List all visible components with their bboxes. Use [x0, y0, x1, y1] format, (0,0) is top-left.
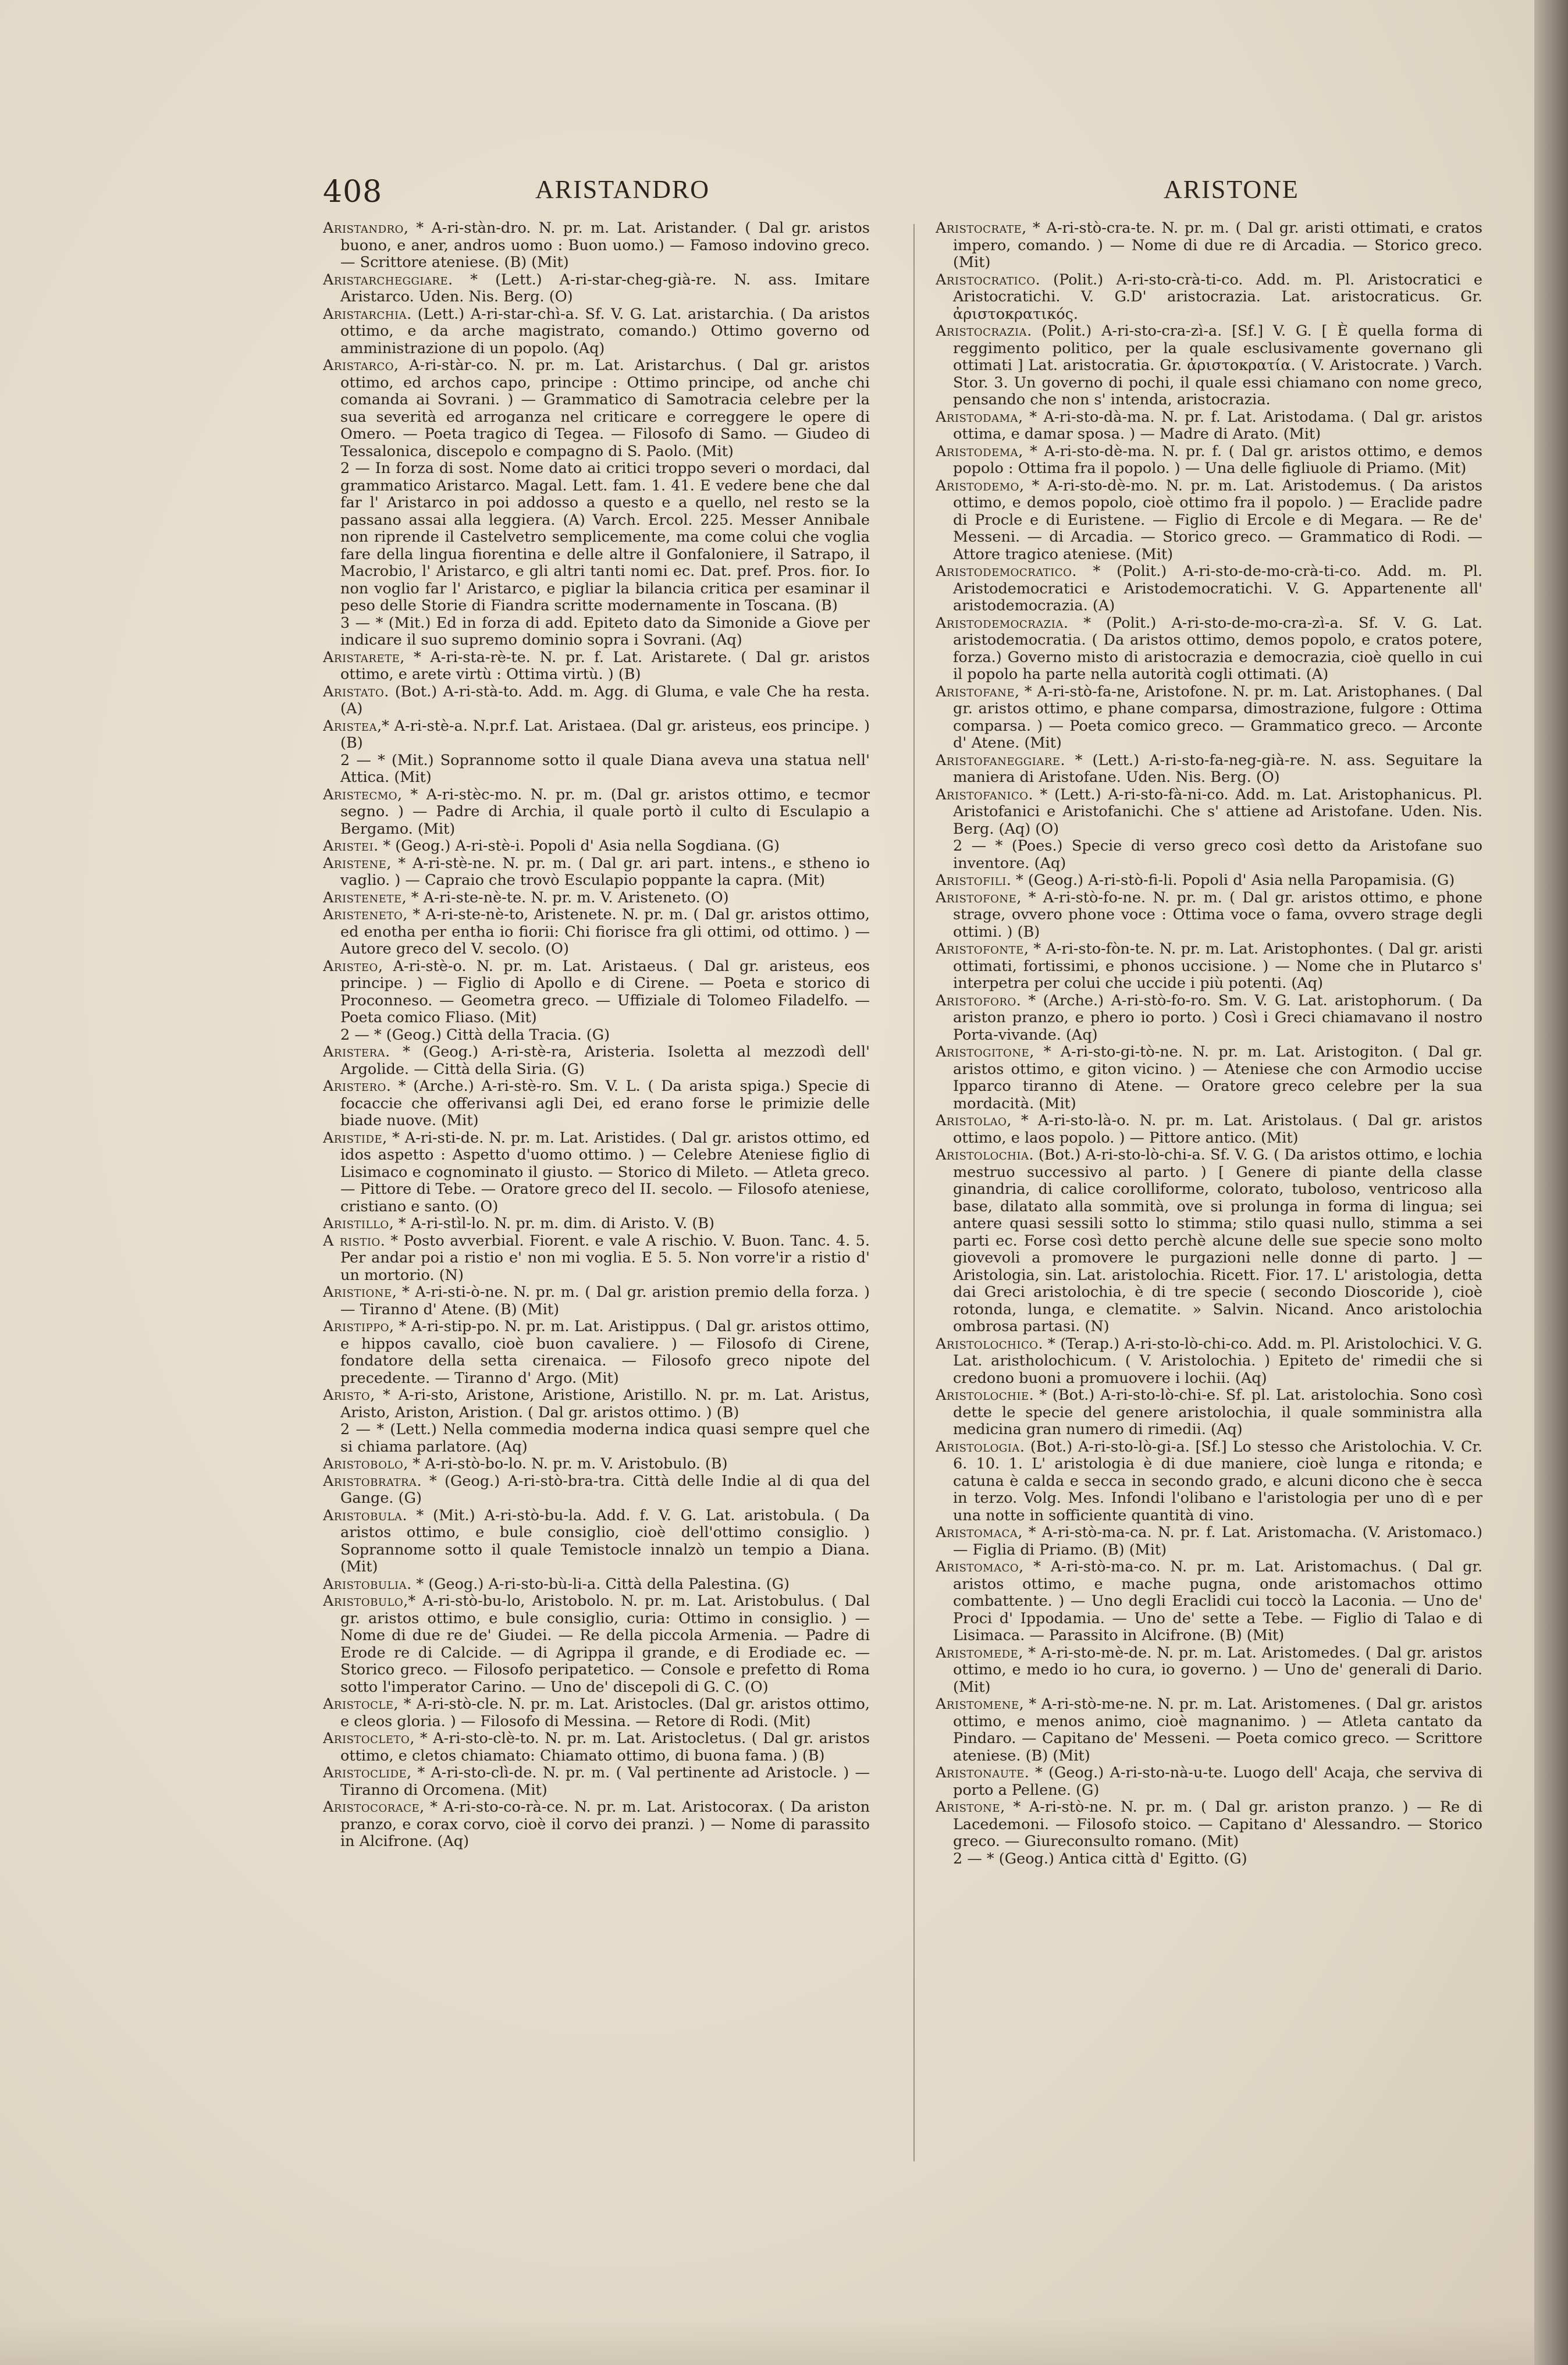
- page-shadow: [0, 2318, 1534, 2365]
- dictionary-entry: [323, 1215, 870, 1233]
- page-header: [323, 175, 1463, 212]
- entry-text: , * A-ri-sti-de. N. pr. m. Lat. Aristides. ( Dal gr. aristos ottimo, ed idos aspetto : Aspetto d'uomo ottimo. ) — Celebre Ateniese figlio di Lisimaco e cognominato il giusto. — Storico di Mileto. — Atleta greco. — Pittore di Tebe. — Oratore greco del II. secolo. — Filosofo ateniese, cristiano e santo. (O): [340, 1129, 870, 1215]
- entry-text: , * A-ri-stò-me-ne. N. pr. m. Lat. Aristomenes. ( Dal gr. aristos ottimo, e menos animo, cioè magnanimo. ) — Atleta cantato da Pindaro. — Capitano de' Messeni. — Poeta comico greco. — Scrittore ateniese. (B) (Mit): [953, 1695, 1482, 1765]
- entry-headword: Aristato: [323, 682, 385, 700]
- dictionary-entry: [323, 684, 870, 718]
- entry-headword: Aristoclide: [323, 1764, 407, 1781]
- left-column: [323, 220, 870, 2163]
- entry-headword: Aristofone: [936, 888, 1017, 906]
- entry-text: , * A-ri-stò-ne. N. pr. m. ( Dal gr. ariston pranzo. ) — Re di Lacedemoni. — Filosofo stoico. — Capitano d' Alessandro. — Storico greco. — Giureconsulto romano. (Mit): [953, 1798, 1482, 1850]
- entry-headword: Aristone: [936, 1798, 1001, 1816]
- entry-text: 2 — * (Mit.) Soprannome sotto il quale Diana aveva una statua nell' Attica. (Mit): [340, 751, 870, 786]
- entry-text: , * A-ri-sto-là-o. N. pr. m. Lat. Aristolaus. ( Dal gr. aristos ottimo, e laos popolo. ) — Pittore antico. (Mit): [953, 1112, 1482, 1147]
- entry-headword: Aristofanico: [936, 785, 1029, 803]
- entry-headword: Aristodemocratico: [936, 563, 1072, 580]
- dictionary-entry: [323, 855, 870, 890]
- entry-text: , * A-ri-sto-gi-tò-ne. N. pr. m. Lat. Aristogiton. ( Dal gr. aristos ottimo, e giton vicino. ) — Ateniese che con Armodio uccise Ipparco tiranno di Atene. — Oratore greco celebre per la sua mordacità. (Mit): [953, 1043, 1482, 1112]
- entry-headword: Aristodemo: [936, 476, 1019, 495]
- entry-headword: Aristenete: [323, 888, 402, 906]
- entry-text: 2 — * (Geog.) Città della Tracia. (G): [340, 1026, 610, 1044]
- entry-text: , * A-ri-ste-nè-to, Aristenete. N. pr. m. ( Dal gr. aristos ottimo, ed enotha per entha io fiorii: Chi fiorisce fra gli ottimi, od ottimo. ) — Autore greco del V. secolo. (O): [340, 906, 870, 958]
- dictionary-entry: [936, 323, 1482, 409]
- entry-text: . * (Geog.) A-ri-stè-ra, Aristeria. Isoletta al mezzodì dell' Argolide. — Città della Siria. (G): [340, 1043, 870, 1078]
- dictionary-entry: [936, 872, 1482, 890]
- entry-text: ,* A-ri-stò-bu-lo, Aristobolo. N. pr. m. Lat. Aristobulus. ( Dal gr. aristos ottimo, e bule consiglio, curia: Ottimo in consiglio. ) — Nome di due re de' Giudei. — Re della piccola Armenia. — Padre di Erode re di Calcide. — di Agrippa il grande, e di Erodiade ec. — Storico greco. — Filosofo peripatetico. — Console e prefetto di Roma sotto l'imperator Carino. — Uno de' discepoli di G. C. (O): [340, 1592, 870, 1696]
- dictionary-entry: [323, 1730, 870, 1765]
- dictionary-entry: [323, 1233, 870, 1285]
- entry-headword: Aristene: [323, 854, 387, 872]
- dictionary-entry: [323, 1696, 870, 1730]
- dictionary-entry: [936, 1696, 1482, 1765]
- dictionary-entry: [936, 993, 1482, 1044]
- dictionary-entry: [323, 718, 870, 752]
- dictionary-entry: [323, 220, 870, 272]
- dictionary-entry: [936, 615, 1482, 684]
- entry-headword: Aristomede: [936, 1644, 1019, 1662]
- entry-text: , * A-ri-stìl-lo. N. pr. m. dim. di Aristo. V. (B): [389, 1215, 714, 1232]
- dictionary-entry: [323, 649, 870, 684]
- right-running-head: ARISTONE: [1164, 175, 1299, 204]
- entry-headword: Aristarcheggiare: [323, 271, 449, 289]
- entry-text: , A-ri-stàr-co. N. pr. m. Lat. Aristarchus. ( Dal gr. aristos ottimo, ed archos capo, principe : Ottimo principe, od anche chi comanda ai Sovrani. ) — Grammatico di Samotracia celebre per la sua severità ed arroganza nel criticare e correggere le opere di Omero. — Poeta tragico di Tegea. — Filosofo di Samo. — Giudeo di Tessalonica, discepolo e compagno di S. Paolo. (Mit): [340, 357, 870, 460]
- entry-headword: Aristippo: [323, 1318, 390, 1335]
- entry-text: 3 — * (Mit.) Ed in forza di add. Epiteto dato da Simonide a Giove per indicare il suo supremo dominio sopra i Sovrani. (Aq): [340, 614, 870, 649]
- entry-headword: Aristobratra: [323, 1472, 417, 1490]
- entry-headword: Aristonaute: [936, 1764, 1025, 1781]
- right-column: [936, 220, 1482, 2163]
- dictionary-entry: [323, 838, 870, 855]
- dictionary-entry: [323, 1027, 870, 1044]
- dictionary-entry: [323, 906, 870, 958]
- entry-headword: Aristodama: [936, 408, 1019, 426]
- entry-text: , * A-ri-stò-bo-lo. N. pr. m. V. Aristobulo. (B): [403, 1455, 728, 1473]
- entry-headword: Aristobulia: [323, 1575, 407, 1593]
- entry-text: . * (Lett.) A-ri-sto-fà-ni-co. Add. m. Lat. Aristophanicus. Pl. Aristofanici e Aristofanichi. Che s' attiene ad Aristofane. Uden. Nis. Berg. (Aq) (O): [953, 785, 1482, 838]
- entry-text: . * (Arche.) A-ri-stò-fo-ro. Sm. V. G. Lat. aristophorum. ( Da ariston pranzo, e phero io porto. ) Così i Greci chiamavano il nostro Porta-vivande. (Aq): [953, 991, 1482, 1044]
- entry-headword: Aristomene: [936, 1695, 1019, 1713]
- entry-headword: Aristogitone: [936, 1043, 1030, 1061]
- entry-headword: Aristofaneggiare: [936, 751, 1061, 769]
- entry-text: . (Polit.) A-ri-sto-cra-zì-a. [Sf.] V. G. [ È quella forma di reggimento politico, per la quale esclusivamente governano gli ottimati ] Lat. aristocratia. Gr. ἀριστοκρατία. ( V. Aristocrate. ) Varch. Stor. 3. Un governo di pochi, il quale essi chiamano con nome greco, pensando che non s' intenda, aristocrazia.: [953, 322, 1482, 408]
- dictionary-entry: [936, 1439, 1482, 1525]
- dictionary-entry: [936, 1851, 1482, 1868]
- entry-text: 2 — * (Poes.) Specie di verso greco così detto da Aristofane suo inventore. (Aq): [953, 837, 1482, 872]
- entry-headword: Aristecmo: [323, 785, 398, 803]
- dictionary-entry: [936, 838, 1482, 872]
- dictionary-entry: [323, 460, 870, 615]
- dictionary-entry: [323, 1456, 870, 1473]
- dictionary-entry: [936, 272, 1482, 323]
- entry-headword: Aristei: [323, 837, 374, 855]
- entry-headword: Aristodemocrazia: [936, 614, 1064, 632]
- dictionary-entry: [936, 1044, 1482, 1112]
- entry-headword: Aristarchia: [323, 305, 407, 323]
- dictionary-entry: [323, 306, 870, 358]
- entry-text: . * (Geog.) A-ri-stè-i. Popoli d' Asia nella Sogdiana. (G): [374, 837, 780, 855]
- entry-headword: Aristobulo: [323, 1592, 404, 1610]
- entry-headword: Aristofili: [936, 872, 1007, 889]
- entry-text: , * A-ri-stò-ma-ca. N. pr. f. Lat. Aristomacha. (V. Aristomaco.) — Figlia di Priamo. (B) (Mit): [953, 1524, 1482, 1559]
- entry-text: , * A-ri-ste-nè-te. N. pr. m. V. Aristeneto. (O): [401, 888, 729, 906]
- dictionary-entry: [936, 409, 1482, 443]
- dictionary-entry: [936, 1147, 1482, 1336]
- dictionary-entry: [323, 615, 870, 649]
- entry-headword: Aristeneto: [323, 906, 403, 923]
- dictionary-entry: [323, 1473, 870, 1507]
- dictionary-entry: [936, 563, 1482, 615]
- entry-headword: A ristio: [323, 1232, 381, 1250]
- dictionary-entry: [323, 1799, 870, 1851]
- entry-headword: Aristillo: [323, 1215, 389, 1232]
- entry-headword: Aristocrate: [936, 220, 1022, 237]
- dictionary-entry: [936, 1524, 1482, 1559]
- entry-headword: Aristocrazia: [936, 322, 1027, 340]
- dictionary-entry: [323, 1576, 870, 1594]
- entry-text: . * (Geog.) A-ri-sto-nà-u-te. Luogo dell' Acaja, che serviva di porto a Pellene. (G): [953, 1764, 1482, 1799]
- entry-text: . (Bot.) A-ri-sto-lò-chi-a. Sf. V. G. ( Da aristos ottimo, e lochia mestruo successivo al parto. ) [ Genere di piante della classe ginandria, di calice corolliforme, colorato, tuboloso, ventricoso alla base, dilatato alla sommità, ove si prolunga in forma di lingua; sei antere quasi sessili sotto lo stimma; stilo quasi nullo, stimma a sei parti ec. Forse così detto perchè alcune delle sue specie sono molto giovevoli a promovere le purgazioni nelle donne di parto. ] — Aristologia, sin. Lat. aristolochia. Ricett. Fior. 17. L' aristologia, detta dai Greci aristolochia, è di tre specie ( secondo Dioscoride ), cioè rotonda, lunga, e clematite. » Salvin. Nicand. Anco aristolochia ombrosa partasi. (N): [953, 1146, 1482, 1335]
- entry-headword: Aristide: [323, 1129, 383, 1147]
- entry-headword: Aristea: [323, 717, 378, 735]
- entry-text: , * A-ri-sto-dè-ma. N. pr. f. ( Dal gr. aristos ottimo, e demos popolo : Ottima fra il popolo. ) — Una delle figliuole di Priamo. (Mit): [953, 442, 1482, 477]
- entry-headword: Aristodema: [936, 442, 1019, 460]
- entry-headword: Aristero: [323, 1077, 386, 1095]
- entry-headword: Aristoforo: [936, 991, 1016, 1009]
- dictionary-entry: [323, 1421, 870, 1456]
- left-running-head: ARISTANDRO: [535, 175, 710, 204]
- entry-headword: Aristandro: [323, 220, 404, 237]
- dictionary-entry: [936, 752, 1482, 787]
- entry-text: , * A-ri-stò-fo-ne. N. pr. m. ( Dal gr. aristos ottimo, e phone strage, ovvero phone voce : Ottima voce o fama, ovvero strage degli ottimi. ) (B): [953, 888, 1482, 941]
- dictionary-entry: [323, 890, 870, 907]
- entry-text: . * (Mit.) A-ri-stò-bu-la. Add. f. V. G. Lat. aristobula. ( Da aristos ottimo, e bule consiglio, cioè dell'ottimo consiglio. ) Soprannome sotto il quale Temistocle innalzò un tempio a Diana. (Mit): [340, 1506, 870, 1576]
- dictionary-entry: [323, 752, 870, 787]
- dictionary-entry: [936, 1336, 1482, 1388]
- dictionary-entry: [936, 220, 1482, 272]
- entry-text: . * (Terap.) A-ri-sto-lò-chi-co. Add. m. Pl. Aristolochici. V. G. Lat. aristholochicum. ( V. Aristolochia. ) Epiteto de' rimedii che si credono buoni a promuovere i lochii. (Aq): [953, 1335, 1482, 1387]
- entry-text: , * A-ri-sto-fòn-te. N. pr. m. Lat. Aristophontes. ( Dal gr. aristi ottimati, fortissimi, e phonos uccisione. ) — Nome che in Plutarco s' interpetra per colui che uccide i più potenti. (Aq): [953, 940, 1482, 992]
- entry-text: . * (Geog.) A-ri-stò-bra-tra. Città delle Indie al di qua del Gange. (G): [340, 1472, 870, 1507]
- entry-headword: Aristobula: [323, 1506, 403, 1524]
- dictionary-entry: [323, 1507, 870, 1576]
- entry-text: , * A-ri-stèc-mo. N. pr. m. (Dal gr. aristos ottimo, e tecmor segno. ) — Padre di Archia, il quale portò il culto di Esculapio a Bergamo. (Mit): [340, 785, 870, 838]
- entry-text: ,* A-ri-stè-a. N.pr.f. Lat. Aristaea. (Dal gr. aristeus, eos principe. ) (B): [340, 717, 870, 752]
- dictionary-entry: [323, 958, 870, 1027]
- dictionary-entry: [323, 1284, 870, 1318]
- entry-headword: Aristera: [323, 1043, 386, 1061]
- entry-text: . * (Polit.) A-ri-sto-de-mo-cra-zì-a. Sf. V. G. Lat. aristodemocratia. ( Da aristos ottimo, demos popolo, e cratos potere, forza.) Governo misto di aristocrazia e democrazia, cioè quello in cui il popolo ha parte nella autorità cogli ottimati. (A): [953, 614, 1482, 683]
- entry-text: 2 — In forza di sost. Nome dato ai critici troppo severi o mordaci, dal grammatico Aristarco. Magal. Lett. fam. 1. 41. E vedere bene che dal far l' Aristarco in poi addosso a questo e a quello, nel resto se la passano assai alla leggiera. (A) Varch. Ercol. 225. Messer Annibale non riprende il Castelvetro semplicemente, ma come colui che voglia fare della lingua fiorentina e delle altre il Gonfaloniere, il Satrapo, il Macrobio, l' Aristarco, e gli altri tanti nomi ec. Dat. pref. Pros. fior. Io non voglio far l' Aristarco, e pigliar la bilancia critica per esaminar il peso delle Storie di Fiandra scritte modernamente in Toscana. (B): [340, 460, 870, 614]
- entry-text: , * A-ri-stò-fa-ne, Aristofone. N. pr. m. Lat. Aristophanes. ( Dal gr. aristos ottimo, e phane comparsa, dimostrazione, fulgore : Ottima comparsa. ) — Poeta comico greco. — Grammatico greco. — Arconte d' Atene. (Mit): [953, 682, 1482, 752]
- entry-text: . * (Lett.) A-ri-sto-fa-neg-già-re. N. ass. Seguitare la maniera di Aristofane. Uden. Nis. Berg. (O): [953, 751, 1482, 786]
- entry-headword: Aristofonte: [936, 940, 1024, 958]
- entry-text: , * A-ri-sto-co-rà-ce. N. pr. m. Lat. Aristocorax. ( Da ariston pranzo, e corax corvo, cioè il corvo dei pranzi. ) — Nome di parassito in Alcifrone. (Aq): [340, 1798, 870, 1850]
- entry-text: , * A-ri-sto-dà-ma. N. pr. f. Lat. Aristodama. ( Dal gr. aristos ottima, e damar sposa. ) — Madre di Arato. (Mit): [953, 408, 1482, 443]
- dictionary-entry: [936, 1799, 1482, 1851]
- dictionary-entry: [323, 272, 870, 306]
- entry-text: 2 — * (Geog.) Antica città d' Egitto. (G): [953, 1850, 1247, 1868]
- entry-text: . (Bot.) A-ri-sto-lò-gi-a. [Sf.] Lo stesso che Aristolochia. V. Cr. 6. 10. 1. L' aristologia è di due maniere, cioè lunga e ritonda; e catuna è calda e secca in secondo grado, e alcuni dicono che è secca in terzo. Volg. Mes. Infondi l'olibano e l'aristologia per uno dì e per una notte in sofficiente quantità di vino.: [953, 1438, 1482, 1524]
- entry-text: 2 — * (Lett.) Nella commedia moderna indica quasi sempre quel che si chiama parlatore. (Aq): [340, 1421, 870, 1456]
- entry-text: , * A-ri-stò-cra-te. N. pr. m. ( Dal gr. aristi ottimati, e cratos impero, comando. ) — Nome di due re di Arcadia. — Storico greco. (Mit): [953, 220, 1482, 271]
- entry-text: . * (Geog.) A-ri-sto-bù-li-a. Città della Palestina. (G): [407, 1575, 790, 1593]
- dictionary-entry: [936, 941, 1482, 993]
- entry-text: . * Posto avverbial. Fiorent. e vale A rischio. V. Buon. Tanc. 4. 5. Per andar poi a ristio e' non mi voglia. E 5. 5. Non vorre'ir a ristio d' un mortorio. (N): [340, 1232, 870, 1284]
- entry-text: . * (Lett.) A-ri-star-cheg-già-re. N. ass. Imitare Aristarco. Uden. Nis. Berg. (O): [340, 271, 870, 305]
- entry-text: . * (Polit.) A-ri-sto-de-mo-crà-ti-co. Add. m. Pl. Aristodemocratici e Aristodemocratichi. V. G. Appartenente all' aristodemocrazia. (A): [953, 563, 1482, 614]
- entry-headword: Aristocleto: [323, 1730, 410, 1747]
- entry-text: , * A-ri-sta-rè-te. N. pr. f. Lat. Aristarete. ( Dal gr. aristos ottimo, e arete virtù : Ottima virtù. ) (B): [340, 648, 870, 683]
- dictionary-entry: [936, 1559, 1482, 1645]
- entry-headword: Aristomaca: [936, 1524, 1018, 1541]
- entry-text: , * A-ri-stò-cle. N. pr. m. Lat. Aristocles. (Dal gr. aristos ottimo, e cleos gloria. ) — Filosofo di Messina. — Retore di Rodi. (Mit): [340, 1695, 870, 1730]
- dictionary-entry: [323, 1765, 870, 1799]
- entry-text: , * A-ri-stò-ma-co. N. pr. m. Lat. Aristomachus. ( Dal gr. aristos ottimo, e mache pugna, onde aristomachos ottimo combattente. ) — Uno degli Eraclidi cui toccò la Laconia. — Uno de' Proci d' Ippodamia. — Uno de' sette a Tebe. — Figlio di Talao e di Lisimaca. — Parassito in Alcifrone. (B) (Mit): [953, 1558, 1482, 1644]
- entry-headword: Aristione: [323, 1283, 392, 1301]
- entry-headword: Aristologia: [936, 1438, 1020, 1456]
- entry-text: . * (Arche.) A-ri-stè-ro. Sm. V. L. ( Da arista spiga.) Specie di focaccie che offerivansi agli Dei, ed erano forse le primizie delle biade nuove. (Mit): [340, 1077, 870, 1129]
- dictionary-entry: [323, 1044, 870, 1078]
- dictionary-entry: [323, 1130, 870, 1216]
- page-number: 408: [323, 175, 383, 209]
- entry-headword: Aristarete: [323, 648, 400, 666]
- entry-headword: Aristolochie: [936, 1386, 1029, 1404]
- entry-headword: Aristolao: [936, 1112, 1007, 1129]
- entry-headword: Aristolochico: [936, 1335, 1039, 1353]
- entry-headword: Aristocle: [323, 1695, 394, 1713]
- entry-headword: Aristocorace: [323, 1798, 420, 1816]
- entry-headword: Aristarco: [323, 357, 394, 374]
- entry-text: , * A-ri-sto, Aristone, Aristione, Aristillo. N. pr. m. Lat. Aristus, Aristo, Ariston, Aristion. ( Dal gr. aristos ottimo. ) (B): [340, 1386, 870, 1421]
- entry-headword: Aristobolo: [323, 1455, 404, 1473]
- dictionary-entry: [936, 890, 1482, 941]
- column-rule: [913, 224, 915, 2161]
- dictionary-entry: [323, 787, 870, 838]
- entry-text: , * A-ri-sti-ò-ne. N. pr. m. ( Dal gr. aristion premio della forza. ) — Tiranno d' Atene. (B) (Mit): [340, 1283, 870, 1318]
- entry-text: , * A-ri-sto-dè-mo. N. pr. m. Lat. Aristodemus. ( Da aristos ottimo, e demos popolo, cioè ottimo fra il popolo. ) — Eraclide padre di Procle e di Euristene. — Figlio di Ercole e di Megara. — Re de' Messeni. — di Arcadia. — Storico greco. — Grammatico di Rodi. — Attore tragico ateniese. (Mit): [953, 476, 1482, 563]
- entry-headword: Aristolochia: [936, 1146, 1029, 1164]
- entry-text: . (Polit.) A-ri-sto-crà-ti-co. Add. m. Pl. Aristocratici e Aristocratichi. V. G.D' aristocrazia. Lat. aristocraticus. Gr. ἀριστοκρατικός.: [953, 271, 1482, 323]
- dictionary-entry: [323, 1318, 870, 1387]
- dictionary-entry: [323, 1593, 870, 1696]
- entry-headword: Aristomaco: [936, 1558, 1019, 1576]
- entry-headword: Aristeo: [323, 957, 378, 975]
- entry-text: , A-ri-stè-o. N. pr. m. Lat. Aristaeus. ( Dal gr. aristeus, eos principe. ) — Figlio di Apollo e di Cirene. — Poeta e storico di Proconneso. — Geometra greco. — Uffiziale di Tolomeo Filadelfo. — Poeta comico Fliaso. (Mit): [340, 957, 870, 1026]
- entry-text: , * A-ri-stip-po. N. pr. m. Lat. Aristippus. ( Dal gr. aristos ottimo, e hippos cavallo, cioè buon cavaliere. ) — Filosofo di Cirene, fondatore della setta cirenaica. — Filosofo greco nipote del precedente. — Tiranno d' Argo. (Mit): [340, 1318, 870, 1387]
- dictionary-entry: [936, 1387, 1482, 1439]
- entry-text: , * A-ri-stè-ne. N. pr. m. ( Dal gr. ari part. intens., e stheno io vaglio. ) — Capraio che trovò Esculapio poppante la capra. (Mit): [340, 854, 870, 889]
- dictionary-entry: [323, 357, 870, 460]
- entry-text: , * A-ri-stàn-dro. N. pr. m. Lat. Aristander. ( Dal gr. aristos buono, e aner, andros uomo : Buon uomo.) — Famoso indovino greco. — Scrittore ateniese. (B) (Mit): [340, 220, 870, 271]
- entry-text: . (Bot.) A-ri-stà-to. Add. m. Agg. di Gluma, e vale Che ha resta. (A): [340, 682, 870, 717]
- dictionary-entry: [323, 1078, 870, 1130]
- entry-headword: Aristocratico: [936, 271, 1036, 289]
- dictionary-entry: [936, 443, 1482, 478]
- entry-text: , * A-ri-sto-clè-to. N. pr. m. Lat. Aristocletus. ( Dal gr. aristos ottimo, e cletos chiamato: Chiamato ottimo, di buona fama. ) (B): [340, 1730, 870, 1765]
- entry-text: , * A-ri-sto-clì-de. N. pr. m. ( Val pertinente ad Aristocle. ) — Tiranno di Orcomena. (Mit): [340, 1764, 870, 1799]
- dictionary-entry: [936, 1112, 1482, 1147]
- dictionary-entry: [936, 684, 1482, 752]
- entry-headword: Aristo: [323, 1386, 371, 1404]
- dictionary-entry: [936, 787, 1482, 838]
- entry-text: . * (Geog.) A-ri-stò-fi-li. Popoli d' Asia nella Paropamisia. (G): [1006, 872, 1455, 889]
- dictionary-entry: [936, 1765, 1482, 1799]
- dictionary-entry: [936, 478, 1482, 564]
- entry-headword: Aristofane: [936, 682, 1015, 700]
- entry-text: , * A-ri-sto-mè-de. N. pr. m. Lat. Aristomedes. ( Dal gr. aristos ottimo, e medo io ho cura, io governo. ) — Uno de' generali di Dario. (Mit): [953, 1644, 1482, 1696]
- dictionary-entry: [936, 1645, 1482, 1697]
- entry-text: . * (Bot.) A-ri-sto-lò-chi-e. Sf. pl. Lat. aristolochia. Sono così dette le specie del genere aristolochia, il quale somministra alla medicina gran numero di rimedii. (Aq): [953, 1386, 1482, 1438]
- page-edge: [1534, 0, 1568, 2365]
- entry-text: . (Lett.) A-ri-star-chì-a. Sf. V. G. Lat. aristarchia. ( Da aristos ottimo, e da arche magistrato, comando.) Ottimo governo od amministrazione di un popolo. (Aq): [340, 305, 870, 357]
- dictionary-entry: [323, 1387, 870, 1421]
